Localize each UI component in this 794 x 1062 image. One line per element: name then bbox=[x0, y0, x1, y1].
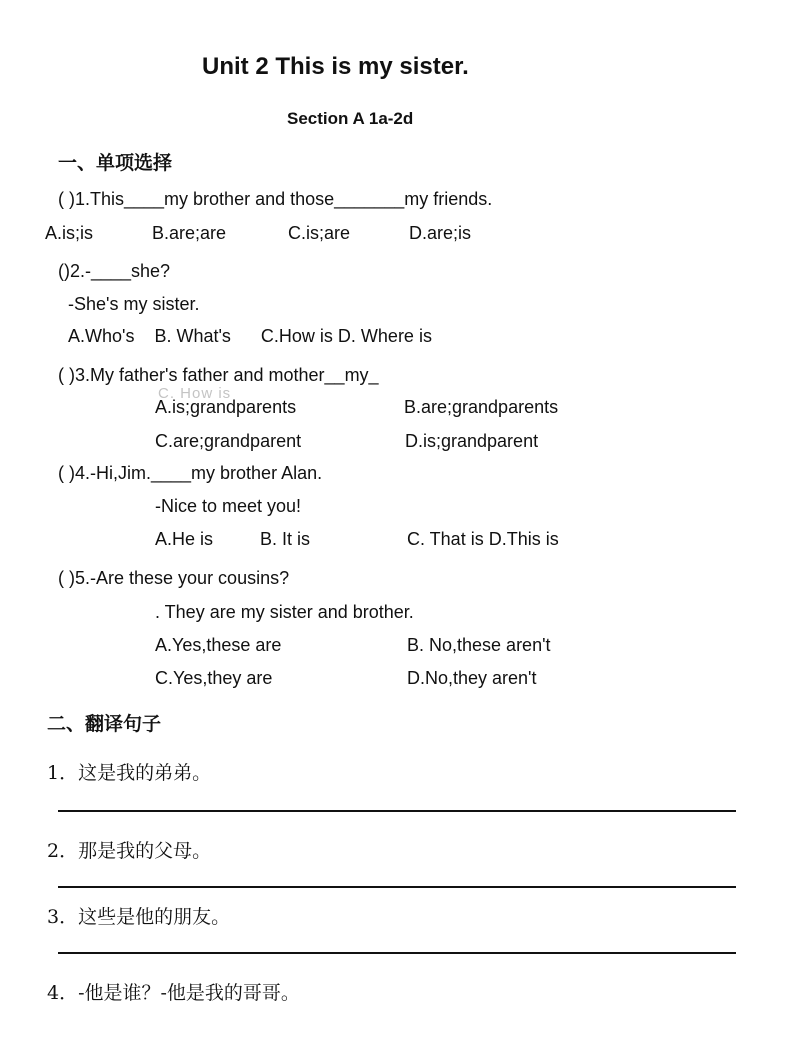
question-4-option-a: A.He is bbox=[155, 529, 214, 549]
question-5-option-b: B. No,these aren't bbox=[407, 635, 551, 655]
question-5-stem: ( )5.-Are these your cousins? bbox=[58, 568, 290, 588]
section-heading-multiple-choice: 一、单项选择 bbox=[58, 152, 173, 174]
translation-item-2: 2．那是我的父母。 bbox=[47, 840, 212, 862]
translation-item-1: 1．这是我的弟弟。 bbox=[47, 762, 212, 784]
question-3-option-b: B.are;grandparents bbox=[404, 397, 559, 417]
question-4-option-b: B. It is bbox=[260, 529, 311, 549]
question-2-stem: ()2.-____she? bbox=[58, 261, 171, 281]
question-1-option-b: B.are;are bbox=[152, 223, 227, 243]
question-2-reply: -She's my sister. bbox=[68, 294, 200, 314]
question-5-option-c: C.Yes,they are bbox=[155, 668, 273, 688]
answer-line-2 bbox=[58, 886, 736, 888]
answer-line-1 bbox=[58, 810, 736, 812]
question-1-option-a: A.is;is bbox=[45, 223, 94, 243]
question-1-option-c: C.is;are bbox=[288, 223, 351, 243]
faded-watermark-text: C. How is bbox=[158, 385, 232, 402]
question-3-option-c: C.are;grandparent bbox=[155, 431, 302, 451]
question-5-option-a: A.Yes,these are bbox=[155, 635, 282, 655]
page-subtitle: Section A 1a-2d bbox=[287, 109, 414, 128]
page-title: Unit 2 This is my sister. bbox=[202, 53, 469, 80]
question-3-option-a: A.is;grandparents bbox=[155, 397, 297, 417]
question-4-stem: ( )4.-Hi,Jim.____my brother Alan. bbox=[58, 463, 323, 483]
question-4-option-cd: C. That is D.This is bbox=[407, 529, 559, 549]
answer-line-3 bbox=[58, 952, 736, 954]
translation-item-3: 3．这些是他的朋友。 bbox=[47, 906, 231, 928]
question-3-option-d: D.is;grandparent bbox=[405, 431, 539, 451]
question-2-options: A.Who's B. What's C.How is D. Where is bbox=[68, 326, 432, 346]
section-heading-translation: 二、翻译句子 bbox=[47, 713, 162, 735]
question-4-reply: -Nice to meet you! bbox=[155, 496, 302, 516]
question-5-reply: . They are my sister and brother. bbox=[155, 602, 414, 622]
question-1-stem: ( )1.This____my brother and those_______my friends. bbox=[58, 189, 493, 209]
question-3-stem: ( )3.My father's father and mother__my_ bbox=[58, 365, 379, 385]
question-5-option-d: D.No,they aren't bbox=[407, 668, 537, 688]
question-1-option-d: D.are;is bbox=[409, 223, 472, 243]
translation-item-4: 4．-他是谁？-他是我的哥哥。 bbox=[47, 982, 300, 1004]
